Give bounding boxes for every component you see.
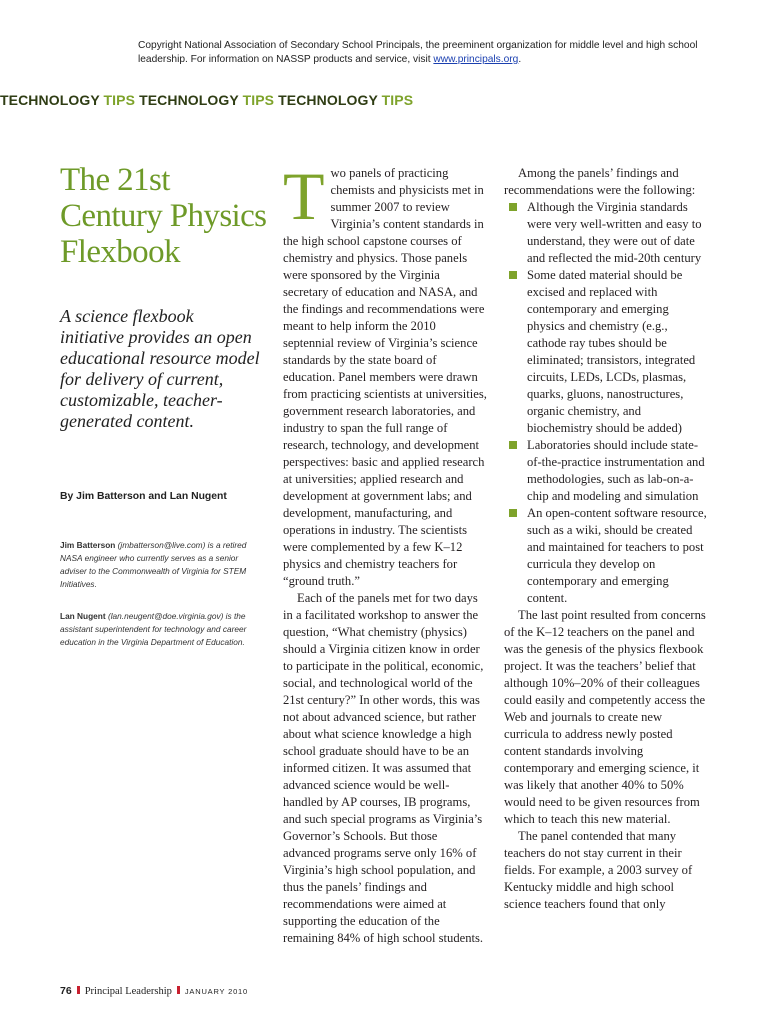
page-footer — [60, 985, 248, 997]
banner-word: TIPS — [242, 92, 275, 108]
list-item — [504, 267, 709, 437]
list-item-text: An open-content software resource, such as a wiki, should be created and maintained for teachers to post curricula they develop on contemporary and emerging content. — [527, 506, 707, 605]
list-item-text: Laboratories should include state-of-the-practice instrumentation and methodologies, such as lab-on-a-chip and modeling and simulation — [527, 438, 705, 503]
list-item — [504, 437, 709, 505]
copyright-notice — [138, 39, 698, 67]
page-number: 76 — [60, 985, 72, 997]
author-bio-text: (jmbatterson@live.com) is a retired NASA engineer who currently serves as a senior adviser to the Commonwealth of Virginia for STEM Initiatives. — [60, 540, 247, 589]
banner-word: TECHNOLOGY — [139, 92, 239, 108]
banner-word: TECHNOLOGY — [0, 92, 100, 108]
bullet-square-icon — [509, 441, 517, 449]
body-paragraph: The last point resulted from concerns of the K–12 teachers on the panel and was the genesis of the physics flexbook project. It was the teachers’ belief that although 10%–20% of their colleagues could easily and competently access the Web and journals to create new curricula to address newly posted content standards involving contemporary and emerging science, it was likely that another 40% to 50% would need to be given resources from which to teach this new material. — [504, 608, 706, 826]
article-byline: By Jim Batterson and Lan Nugent — [60, 491, 227, 502]
author-bio-text: (lan.neugent@doe.virginia.gov) is the assistant superintendent for technology and career education in the Virginia Department of Education. — [60, 611, 247, 647]
section-banner — [0, 92, 413, 108]
banner-word: TIPS — [103, 92, 136, 108]
principals-link[interactable]: www.principals.org — [433, 54, 519, 65]
bullet-square-icon — [509, 203, 517, 211]
article-column-2 — [283, 158, 488, 947]
findings-list — [504, 199, 709, 607]
article-column-3 — [504, 165, 709, 913]
separator-bar — [177, 986, 180, 994]
body-paragraph — [283, 158, 488, 590]
author-bio-nugent — [60, 610, 260, 649]
separator-bar — [77, 986, 80, 994]
banner-word: TECHNOLOGY — [278, 92, 378, 108]
issue-date: JANUARY 2010 — [184, 987, 248, 996]
author-name: Lan Nugent — [60, 611, 106, 621]
author-bio-batterson — [60, 539, 260, 591]
author-name: Jim Batterson — [60, 540, 116, 550]
paragraph-text: wo panels of practicing chemists and physicists met in summer 2007 to review Virginia’s content standards in the high school capstone courses of chemistry and physics. Those panels were sponsored by the Virginia secretary of education and NASA, and the findings and recommendations were meant to help inform the 2010 septennial review of Virginia’s science standards by the state board of education. Panel members were drawn from practicing scientists at universities, government research laboratories, and industry to span the full range of research, technology, and development perspectives: basic and applied research at universities; applied research and development at government labs; and development, manufacturing, and operations in industry. The scientists were complemented by a few K–12 physics and chemistry teachers for “ground truth.” — [283, 166, 487, 588]
list-item-text: Some dated material should be excised and replaced with contemporary and emerging physics and chemistry (e.g., cathode ray tubes should be eliminated; transistors, integrated circuits, LEDs, LCDs, plasmas, quarks, gluons, nanostructures, organic chemistry, and biochemistry should be added) — [527, 268, 696, 435]
body-paragraph: Among the panels’ findings and recommendations were the following: — [504, 166, 696, 197]
list-item-text: Although the Virginia standards were very well-written and easy to understand, they were out of date and reflected the mid-20th century — [527, 200, 702, 265]
list-item — [504, 505, 709, 607]
copyright-text: Copyright National Association of Secondary School Principals, the preeminent organization for middle level and high school leadership. For information on NASSP products and service, visit — [138, 40, 698, 65]
list-item — [504, 199, 709, 267]
article-title: The 21st Century Physics Flexbook — [60, 162, 267, 270]
copyright-end: . — [518, 54, 522, 65]
body-paragraph: Each of the panels met for two days in a facilitated workshop to answer the question, “What chemistry (physics) should a Virginia citizen know in order to participate in the political, economic, social, and technological world of the 21st century?” In other words, this was not about advanced science, but rather about what science knowledge a high school graduate should have to be an informed citizen. It was assumed that advanced science would be well-handled by AP courses, IB programs, and such special programs as Virginia’s Governor’s Schools. But those advanced programs serve only 16% of Virginia’s high school population, and thus the panels’ findings and recommendations were aimed at supporting the education of the remaining 84% of high school students. — [283, 591, 484, 945]
bullet-square-icon — [509, 271, 517, 279]
drop-cap: T — [283, 158, 325, 234]
article-deck: A science flexbook initiative provides an open educational resource model for delivery of current, customizable, teacher-generated content. — [60, 306, 260, 431]
body-paragraph: The panel contended that many teachers do not stay current in their fields. For example, a 2003 survey of Kentucky middle and high school science teachers found that only — [504, 829, 693, 911]
bullet-square-icon — [509, 509, 517, 517]
banner-word: TIPS — [381, 92, 414, 108]
publication-name: Principal Leadership — [84, 986, 172, 997]
